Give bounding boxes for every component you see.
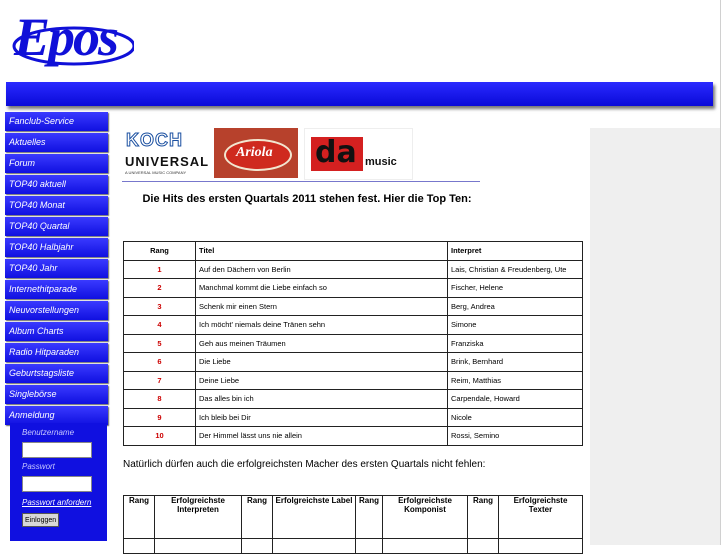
header-rang-texter: Rang <box>468 496 499 539</box>
rank-cell: 7 <box>124 371 196 390</box>
rank-cell: 5 <box>124 334 196 353</box>
sidebar-item-anmeldung[interactable]: Anmeldung <box>5 406 108 425</box>
table-row <box>124 353 583 372</box>
sidebar-item-singleboerse[interactable]: Singlebörse <box>5 385 108 404</box>
title-cell: Der Himmel lässt uns nie allein <box>196 427 448 446</box>
sidebar-item-geburtstagsliste[interactable]: Geburtstagsliste <box>5 364 108 383</box>
title-cell: Manchmal kommt die Liebe einfach so <box>196 279 448 298</box>
sidebar-item-fanclub-service[interactable]: Fanclub-Service <box>5 112 108 131</box>
table-header-row <box>124 242 583 261</box>
username-input[interactable] <box>22 442 92 458</box>
table-row <box>124 297 583 316</box>
sidebar-item-top40-quartal[interactable]: TOP40 Quartal <box>5 217 108 236</box>
table-row <box>124 334 583 353</box>
title-cell: Schenk mir einen Stern <box>196 297 448 316</box>
password-input[interactable] <box>22 476 92 492</box>
header-rang-label: Rang <box>242 496 273 539</box>
rank-cell: 9 <box>124 408 196 427</box>
table-row <box>124 539 583 554</box>
sidebar-item-aktuelles[interactable]: Aktuelles <box>5 133 108 152</box>
rank-cell: 6 <box>124 353 196 372</box>
header-interpreten: Erfolgreichste Interpreten <box>155 496 242 539</box>
header-interpret: Interpret <box>448 242 583 261</box>
koch-logo-sub: A UNIVERSAL MUSIC COMPANY <box>125 170 187 175</box>
username-label: Benutzername <box>22 428 75 437</box>
table-row <box>124 279 583 298</box>
header-rang-komponist: Rang <box>356 496 383 539</box>
rank-cell: 4 <box>124 316 196 335</box>
artist-cell: Rossi, Semino <box>448 427 583 446</box>
artist-cell: Lais, Christian & Freudenberg, Ute <box>448 260 583 279</box>
banner-divider <box>122 181 480 182</box>
rank-cell: 3 <box>124 297 196 316</box>
sidebar-item-top40-monat[interactable]: TOP40 Monat <box>5 196 108 215</box>
rank-cell: 1 <box>124 260 196 279</box>
right-panel <box>590 128 720 545</box>
da-logo-text: da <box>315 135 357 170</box>
makers-header-row <box>124 496 583 539</box>
rank-cell: 10 <box>124 427 196 446</box>
makers-table <box>123 495 583 554</box>
koch-universal-banner[interactable] <box>122 128 210 178</box>
artist-cell: Reim, Matthias <box>448 371 583 390</box>
sidebar-item-album-charts[interactable]: Album Charts <box>5 322 108 341</box>
rank-cell: 8 <box>124 390 196 409</box>
header-rang: Rang <box>124 242 196 261</box>
artist-cell: Fischer, Helene <box>448 279 583 298</box>
title-cell: Das alles bin ich <box>196 390 448 409</box>
header-texter: Erfolgreichste Texter <box>499 496 583 539</box>
rank-cell: 2 <box>124 279 196 298</box>
sidebar-item-radio-hitparaden[interactable]: Radio Hitparaden <box>5 343 108 362</box>
sidebar-item-forum[interactable]: Forum <box>5 154 108 173</box>
title-cell: Geh aus meinen Träumen <box>196 334 448 353</box>
logo-text: Epos <box>14 7 118 67</box>
artist-cell: Simone <box>448 316 583 335</box>
header-rang-interpreten: Rang <box>124 496 155 539</box>
ariola-logo-text: Ariola <box>236 145 273 160</box>
sidebar-item-top40-aktuell[interactable]: TOP40 aktuell <box>5 175 108 194</box>
forgot-password-link[interactable]: Passwort anfordern <box>22 498 92 507</box>
sidebar-item-neuvorstellungen[interactable]: Neuvorstellungen <box>5 301 108 320</box>
table-row <box>124 371 583 390</box>
makers-intro-text: Natürlich dürfen auch die erfolgreichsten Macher des ersten Quartals nicht fehlen: <box>123 459 486 470</box>
page-headline: Die Hits des ersten Quartals 2011 stehen fest. Hier die Top Ten: <box>142 193 472 205</box>
header-titel: Titel <box>196 242 448 261</box>
header-komponist: Erfolgreichste Komponist <box>383 496 468 539</box>
title-cell: Ich möcht' niemals deine Tränen sehn <box>196 316 448 335</box>
sidebar-item-top40-halbjahr[interactable]: TOP40 Halbjahr <box>5 238 108 257</box>
table-row <box>124 316 583 335</box>
title-cell: Die Liebe <box>196 353 448 372</box>
da-music-text: music <box>365 156 397 168</box>
artist-cell: Berg, Andrea <box>448 297 583 316</box>
table-row <box>124 390 583 409</box>
login-button[interactable]: Einloggen <box>22 513 59 527</box>
table-row <box>124 427 583 446</box>
top-ten-table <box>123 241 583 446</box>
artist-cell: Nicole <box>448 408 583 427</box>
koch-logo-top: KOCH <box>126 130 183 150</box>
sidebar-item-internethitparade[interactable]: Internethitparade <box>5 280 108 299</box>
artist-cell: Franziska <box>448 334 583 353</box>
da-music-banner[interactable] <box>304 128 413 180</box>
page-edge-line <box>720 0 721 545</box>
sidebar-nav <box>5 112 108 427</box>
header-bar <box>6 82 713 106</box>
artist-cell: Carpendale, Howard <box>448 390 583 409</box>
login-box <box>10 423 107 541</box>
title-cell: Auf den Dächern von Berlin <box>196 260 448 279</box>
header-label: Erfolgreichste Label <box>273 496 356 539</box>
ariola-banner[interactable] <box>214 128 298 178</box>
site-logo[interactable] <box>8 6 134 70</box>
sidebar-item-top40-jahr[interactable]: TOP40 Jahr <box>5 259 108 278</box>
table-row <box>124 408 583 427</box>
password-label: Passwort <box>22 462 55 471</box>
artist-cell: Brink, Bernhard <box>448 353 583 372</box>
title-cell: Deine Liebe <box>196 371 448 390</box>
table-row <box>124 260 583 279</box>
koch-logo-main: UNIVERSAL <box>125 154 210 169</box>
title-cell: Ich bleib bei Dir <box>196 408 448 427</box>
